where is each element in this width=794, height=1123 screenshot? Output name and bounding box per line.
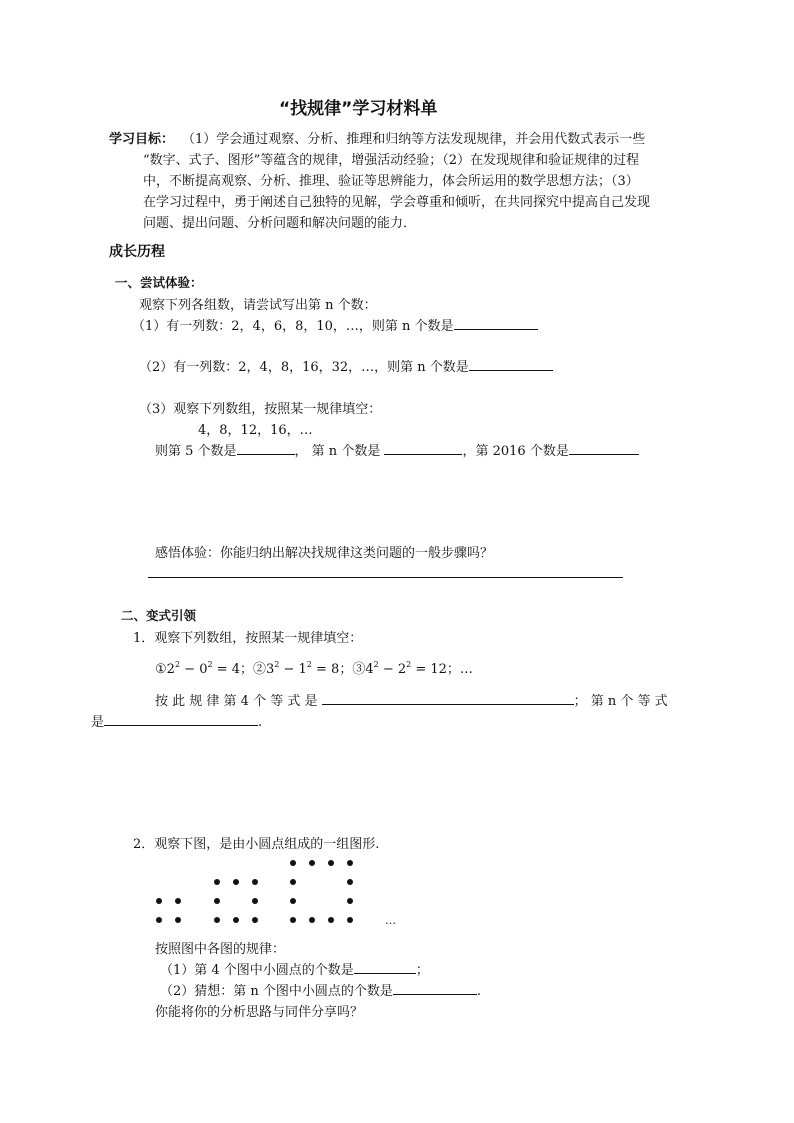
dot <box>214 917 220 923</box>
part2-p2-q1-text: （1）第 4 个图中小圆点的个数是 <box>160 963 354 978</box>
eq-text: ①2 <box>155 662 175 677</box>
objectives-line-2: “数字、式子、图形”等蕴含的规律，增强活动经验；（2）在发现规律和验证规律的过程 <box>143 153 640 168</box>
eq-text: − 1 <box>279 662 307 677</box>
part1-q2-text: （2）有一列数：2，4，8，16，32，…，则第 n 个数是 <box>139 360 469 375</box>
eq-text: = 8；③4 <box>311 662 374 677</box>
part2-p2-q2 <box>160 980 481 999</box>
reflection-answer-line[interactable] <box>148 577 623 578</box>
eq-exp: 2 <box>274 660 280 669</box>
part2-p2-rule: 按照图中各图的规律： <box>155 942 286 957</box>
dot <box>175 917 181 923</box>
part1-q3-fill-c: ，第 2016 个数是 <box>462 444 569 459</box>
part2-p2-q1-end: ； <box>415 963 429 978</box>
part1-q1-blank[interactable] <box>454 316 538 330</box>
dot <box>309 860 315 866</box>
part1-q3-fill-b: ， 第 n 个数是 <box>294 444 381 459</box>
eq-exp: 2 <box>406 660 412 669</box>
part1-intro: 观察下列各组数，请尝试写出第 n 个数： <box>139 298 377 313</box>
part1-q3-blank-nth[interactable] <box>384 441 462 455</box>
part2-equations <box>155 658 473 677</box>
dot <box>347 917 353 923</box>
dot <box>175 898 181 904</box>
part2-p1-fill-2: 是 . <box>91 711 262 730</box>
dot <box>347 879 353 885</box>
part1-q2 <box>139 356 553 375</box>
part2-fourth-equation-blank[interactable] <box>322 691 574 705</box>
part2-p2-share: 你能将你的分析思路与同伴分享吗？ <box>155 1005 364 1020</box>
dot <box>252 898 258 904</box>
part1-q3-fill <box>155 440 639 459</box>
dot <box>328 860 334 866</box>
dot <box>233 917 239 923</box>
objectives-label: 学习目标： <box>109 132 175 147</box>
part1-q3-fill-a: 则第 5 个数是 <box>155 444 237 459</box>
dot <box>290 879 296 885</box>
part2-p1-fill-c: 是 <box>91 715 105 730</box>
part1-q3-blank-5th[interactable] <box>237 441 295 455</box>
eq-text: − 0 <box>180 662 208 677</box>
eq-exp: 2 <box>373 660 379 669</box>
dot <box>156 898 162 904</box>
objectives-line-4: 在学习过程中，勇于阐述自己独特的见解，学会尊重和倾听，在共同探究中提高自己发现 <box>143 195 651 210</box>
dot <box>328 917 334 923</box>
growth-title: 成长历程 <box>109 244 165 260</box>
eq-exp: 2 <box>306 660 312 669</box>
part2-p1-fill <box>155 690 668 709</box>
dot <box>252 879 258 885</box>
part1-q3: （3）观察下列数组，按照某一规律填空： <box>139 402 382 417</box>
dot <box>347 860 353 866</box>
figures-ellipsis: … <box>385 914 396 927</box>
dot <box>309 917 315 923</box>
part1-reflection: 感悟体验：你能归纳出解决找规律这类问题的一般步骤吗？ <box>155 546 494 561</box>
part2-p1-fill-a: 按 此 规 律 第 4 个 等 式 是 <box>155 694 318 709</box>
dot <box>233 879 239 885</box>
part2-p1-fill-b: ； 第 n 个 等 式 <box>573 694 668 709</box>
dot <box>156 917 162 923</box>
part1-q1-text: （1）有一列数：2，4，6，8，10，…，则第 n 个数是 <box>132 319 454 334</box>
eq-text: = 4；②3 <box>212 662 275 677</box>
eq-exp: 2 <box>174 660 181 669</box>
page-title: “找规律”学习材料单 <box>279 99 438 119</box>
part2-p2-q1-blank[interactable] <box>354 960 416 974</box>
part1-q1 <box>132 315 538 334</box>
part1-q2-blank[interactable] <box>469 357 553 371</box>
dot <box>347 898 353 904</box>
dot <box>290 898 296 904</box>
dot <box>214 879 220 885</box>
objectives-line-5: 问题、提出问题、分析问题和解决问题的能力． <box>143 216 417 231</box>
objectives-line-1: （1）学会通过观察、分析、推理和归纳等方法发现规律，并会用代数式表示一些 <box>182 132 646 147</box>
part1-heading: 一、尝试体验： <box>115 275 203 290</box>
dot <box>290 917 296 923</box>
eq-text: − 2 <box>378 662 407 677</box>
part2-p2-q1 <box>160 959 429 978</box>
part2-p1: 1．观察下列数组，按照某一规律填空： <box>133 631 363 646</box>
part1-q3-sequence: 4，8，12，16，… <box>198 423 313 438</box>
part1-q3-blank-2016th[interactable] <box>569 441 639 455</box>
part2-heading: 二、变式引领 <box>121 608 197 623</box>
part2-nth-equation-blank[interactable] <box>104 712 258 726</box>
objectives-line-3: 中，不断提高观察、分析、推理、验证等思辨能力，体会所运用的数学思想方法；（3） <box>143 174 639 189</box>
eq-text: = 12；… <box>411 662 473 677</box>
part2-p2: 2．观察下图，是由小圆点组成的一组图形. <box>133 837 380 852</box>
eq-exp: 2 <box>207 660 213 669</box>
part2-p2-q2-text: （2）猜想：第 n 个图中小圆点的个数是 <box>160 984 393 999</box>
dot <box>214 898 220 904</box>
part2-p2-q2-end: . <box>476 984 482 999</box>
dot <box>290 860 296 866</box>
part2-p2-q2-blank[interactable] <box>393 981 477 995</box>
dot <box>252 917 258 923</box>
